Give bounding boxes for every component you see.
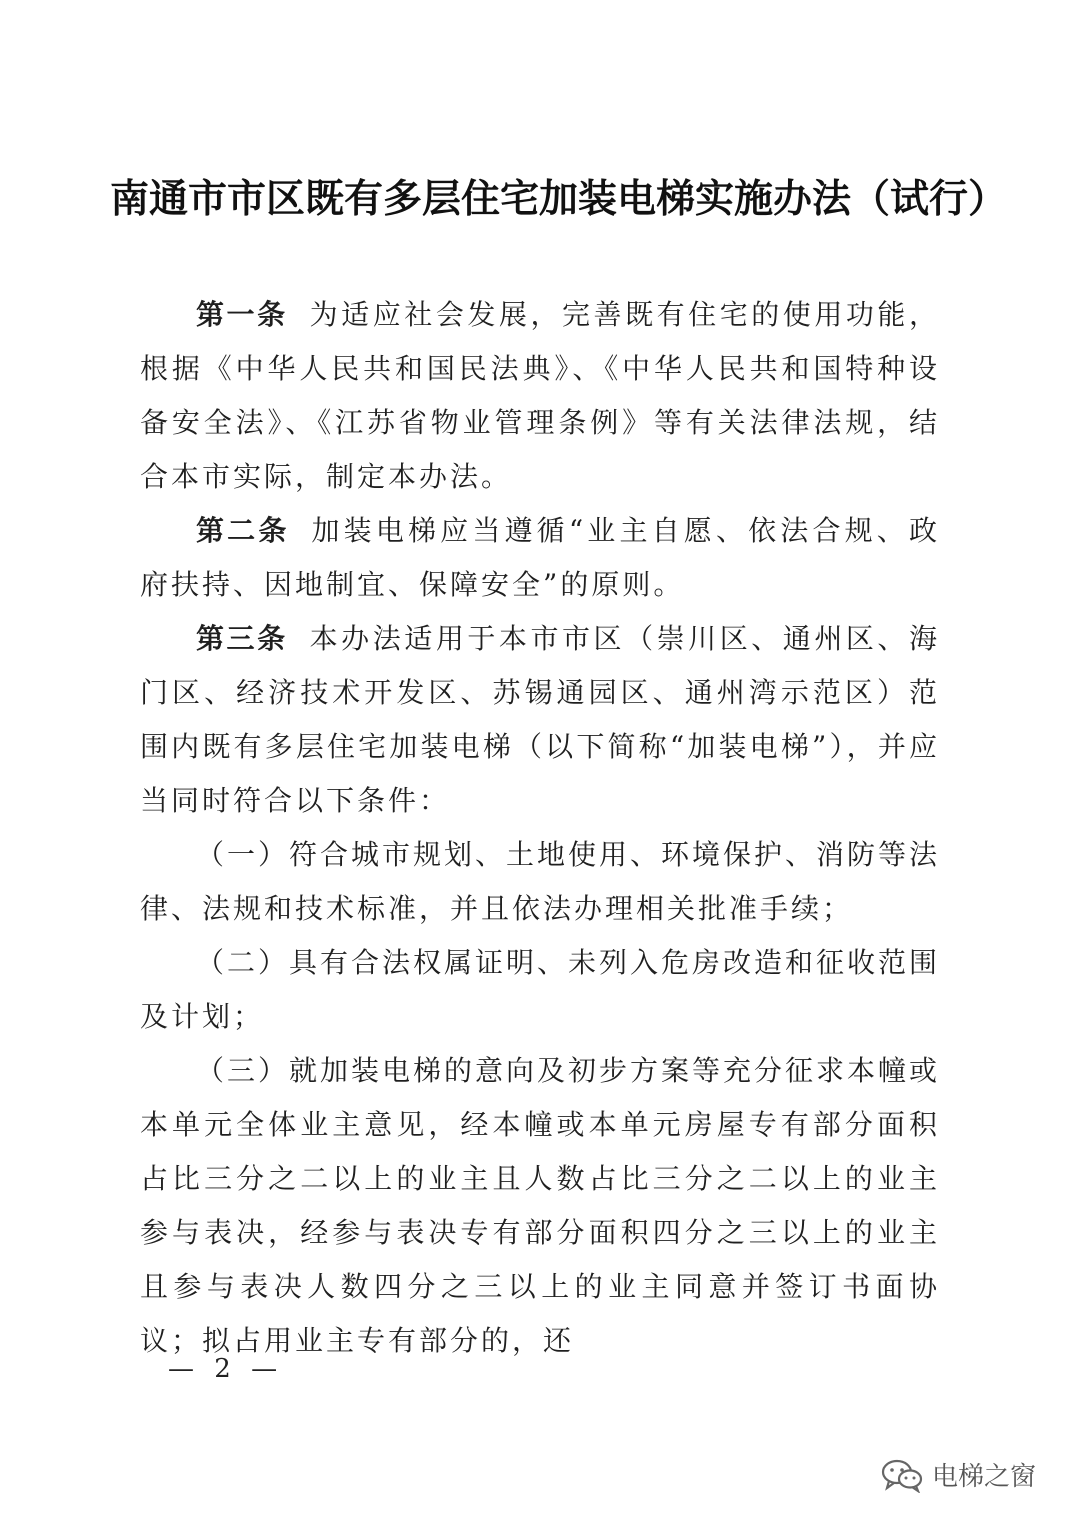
watermark <box>880 1456 1036 1493</box>
wechat-icon <box>880 1457 924 1493</box>
article-text: 为适应社会发展，完善既有住宅的使用功能，根据《中华人民共和国民法典》、《中华人民共和国特种设备安全法》、《江苏省物业管理条例》等有关法律法规，结合本市实际，制定本办法。 <box>140 298 940 493</box>
clause-2: （二）具有合法权属证明、未列入危房改造和征收范围及计划； <box>140 946 941 1033</box>
article-1 <box>140 288 940 504</box>
clause-1: （一）符合城市规划、土地使用、环境保护、消防等法律、法规和技术标准，并且依法办理相关批准手续； <box>140 838 941 925</box>
article-text: 加装电梯应当遵循“业主自愿、依法合规、政府扶持、因地制宜、保障安全”的原则。 <box>140 514 940 601</box>
article-heading: 第二条 <box>196 514 290 547</box>
article-heading: 第三条 <box>196 622 288 655</box>
article-text: 本办法适用于本市市区（崇川区、通州区、海门区、经济技术开发区、苏锡通园区、通州湾示范区）范围内既有多层住宅加装电梯（以下简称“加装电梯”），并应当同时符合以下条件： <box>140 622 940 817</box>
article-3 <box>140 612 940 828</box>
article-heading: 第一条 <box>196 298 288 331</box>
document-title: 南通市市区既有多层住宅加装电梯实施办法（试行） <box>110 177 1008 222</box>
document-body <box>140 288 940 1368</box>
clause-3: （三）就加装电梯的意向及初步方案等充分征求本幢或本单元全体业主意见，经本幢或本单元房屋专有部分面积占比三分之二以上的业主且人数占比三分之二以上的业主参与表决，经参与表决专有部分面积四分之三以上的业主且参与表决人数四分之三以上的业主同意并签订书面协议；拟占用业主专有部分的，还 <box>140 1054 941 1357</box>
watermark-label: 电梯之窗 <box>932 1462 1037 1492</box>
article-2 <box>140 504 940 612</box>
page-number: — 2 — <box>168 1354 284 1384</box>
